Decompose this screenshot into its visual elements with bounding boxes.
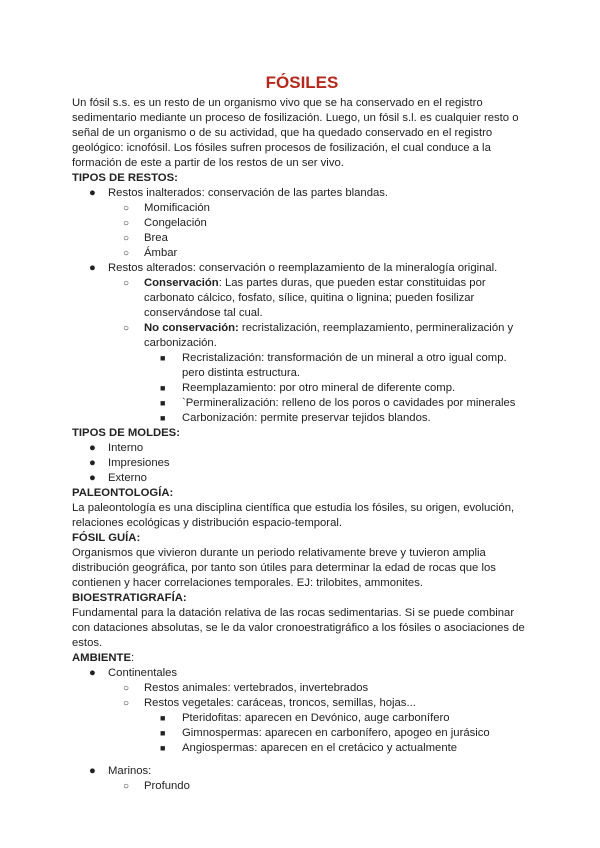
bullet-circle-icon: ○: [123, 278, 130, 289]
list-item: [144, 411, 532, 426]
intro-paragraph: Un fósil s.s. es un resto de un organismo vivo que se ha conservado en el registro sedimentario mediante un proceso de fosilización. Luego, un fósil s.l. es cualquier resto o señal de un organismo o de su actividad, que ha quedado conservado en el registro geológico: icnofósil. Los fósiles sufren procesos de fosilización, el cual conduce a la formación de este a partir de los restos de un ser vivo.: [72, 97, 519, 169]
bullet-circle-icon: ○: [123, 781, 130, 792]
list-item-text: Congelación: [144, 217, 207, 229]
list-item-text: Impresiones: [108, 457, 170, 469]
continentales-label: Continentales: [108, 667, 178, 679]
bullet-disc-icon: ●: [89, 187, 96, 199]
bullet-square-icon: ■: [160, 398, 166, 408]
bullet-square-icon: ■: [160, 383, 166, 393]
list-item: [108, 321, 532, 426]
page-title: FÓSILES: [265, 73, 339, 92]
list-item: [108, 216, 532, 231]
list-item: [144, 351, 532, 381]
fosil-guia-paragraph: Organismos que vivieron durante un periodo relativamente breve y tuvieron amplia distribución geográfica, por tanto son útiles para determinar la edad de rocas que los contienen y hacer correlaciones temporales. EJ: trilobites, ammonites.: [72, 547, 496, 589]
list-item-text: Carbonización: permite preservar tejidos blandos.: [182, 412, 431, 424]
tipos-moldes-list: [72, 441, 532, 486]
bullet-square-icon: ■: [160, 713, 166, 723]
list-item: [144, 726, 532, 741]
list-item-text: Ámbar: [144, 247, 178, 259]
bullet-square-icon: ■: [160, 743, 166, 753]
list-item: [108, 779, 532, 794]
conservacion-text: : Las partes duras, que pueden estar constituidas por carbonato cálcico, fosfato, sílice, quitina o lignina; pueden fosilizar conservándose tal cual.: [144, 277, 486, 319]
bullet-square-icon: ■: [160, 728, 166, 738]
section-heading-ambiente: [72, 651, 532, 666]
list-item-text: Angiospermas: aparecen en el cretácico y actualmente: [182, 742, 458, 754]
no-conservacion-sublist: [144, 351, 532, 426]
bullet-disc-icon: ●: [89, 667, 96, 679]
bullet-disc-icon: ●: [89, 457, 96, 469]
ambiente-heading-colon: :: [131, 652, 135, 664]
section-heading-paleontologia: PALEONTOLOGÍA:: [72, 487, 174, 499]
list-item-text: Restos animales: vertebrados, invertebrados: [144, 682, 369, 694]
list-item-text: Profundo: [144, 780, 190, 792]
list-item: [108, 246, 532, 261]
bullet-circle-icon: ○: [123, 218, 130, 229]
paleontologia-paragraph: La paleontología es una disciplina científica que estudia los fósiles, su origen, evolución, relaciones ecológicas y distribución espacio-temporal.: [72, 502, 515, 529]
list-item-text: Interno: [108, 442, 144, 454]
bullet-circle-icon: ○: [123, 683, 130, 694]
list-item-text: Momificación: [144, 202, 210, 214]
section-heading-tipos-moldes: TIPOS DE MOLDES:: [72, 427, 180, 439]
list-item: [72, 764, 532, 794]
list-item-text: Recristalización: transformación de un mineral a otro igual comp. pero distinta estructura.: [182, 352, 507, 379]
inalterados-sublist: [108, 201, 532, 261]
list-item: [144, 381, 532, 396]
list-item-text: `Permineralización: relleno de los poros o cavidades por minerales: [182, 397, 516, 409]
document-page: [72, 70, 532, 794]
list-item: [144, 396, 532, 411]
list-item: [72, 186, 532, 261]
list-item: [72, 261, 532, 426]
list-item: [72, 456, 532, 471]
alterados-label: Restos alterados: conservación o reemplazamiento de la mineralogía original.: [108, 262, 498, 274]
list-item-text: Externo: [108, 472, 147, 484]
section-heading-fosil-guia: FÓSIL GUÍA:: [72, 532, 141, 544]
bullet-disc-icon: ●: [89, 472, 96, 484]
marinos-label: Marinos:: [108, 765, 152, 777]
bullet-disc-icon: ●: [89, 442, 96, 454]
list-item-text: Pteridofitas: aparecen en Devónico, auge carbonífero: [182, 712, 450, 724]
bullet-circle-icon: ○: [123, 323, 130, 334]
ambiente-heading-text: AMBIENTE: [72, 652, 131, 664]
bullet-square-icon: ■: [160, 413, 166, 423]
list-item: [108, 276, 532, 321]
list-item-text: Reemplazamiento: por otro mineral de diferente comp.: [182, 382, 456, 394]
list-item-text: Brea: [144, 232, 168, 244]
bullet-circle-icon: ○: [123, 698, 130, 709]
list-item: [108, 681, 532, 696]
list-item: [108, 231, 532, 246]
list-item: [108, 696, 532, 756]
marinos-sublist: [108, 779, 532, 794]
bullet-square-icon: ■: [160, 353, 166, 363]
bullet-disc-icon: ●: [89, 765, 96, 777]
vegetales-sublist: [144, 711, 532, 756]
ambiente-list: [72, 666, 532, 794]
bioestratigrafia-paragraph: Fundamental para la datación relativa de las rocas sedimentarias. Si se puede combinar con dataciones absolutas, se le da valor cronoestratigráfico a los fósiles o asociaciones de estos.: [72, 607, 525, 649]
tipos-restos-list: [72, 186, 532, 426]
section-heading-bioestratigrafia: BIOESTRATIGRAFÍA:: [72, 592, 187, 604]
alterados-sublist: [108, 276, 532, 426]
list-item: [72, 666, 532, 756]
list-item: [144, 711, 532, 726]
bullet-circle-icon: ○: [123, 248, 130, 259]
list-item: [72, 471, 532, 486]
section-heading-tipos-restos: TIPOS DE RESTOS:: [72, 172, 178, 184]
bullet-disc-icon: ●: [89, 262, 96, 274]
list-item: [108, 201, 532, 216]
list-item-text: Gimnospermas: aparecen en carbonífero, apogeo en jurásico: [182, 727, 490, 739]
conservacion-term: Conservación: [144, 277, 219, 289]
no-conservacion-text: recristalización, reemplazamiento, permineralización y carbonización.: [144, 322, 514, 349]
bullet-circle-icon: ○: [123, 203, 130, 214]
list-item: [144, 741, 532, 756]
bullet-circle-icon: ○: [123, 233, 130, 244]
list-item-text: Restos vegetales: caráceas, troncos, semillas, hojas...: [144, 697, 416, 709]
inalterados-label: Restos inalterados: conservación de las partes blandas.: [108, 187, 389, 199]
list-item: [72, 441, 532, 456]
no-conservacion-term: No conservación:: [144, 322, 239, 334]
continentales-sublist: [108, 681, 532, 756]
